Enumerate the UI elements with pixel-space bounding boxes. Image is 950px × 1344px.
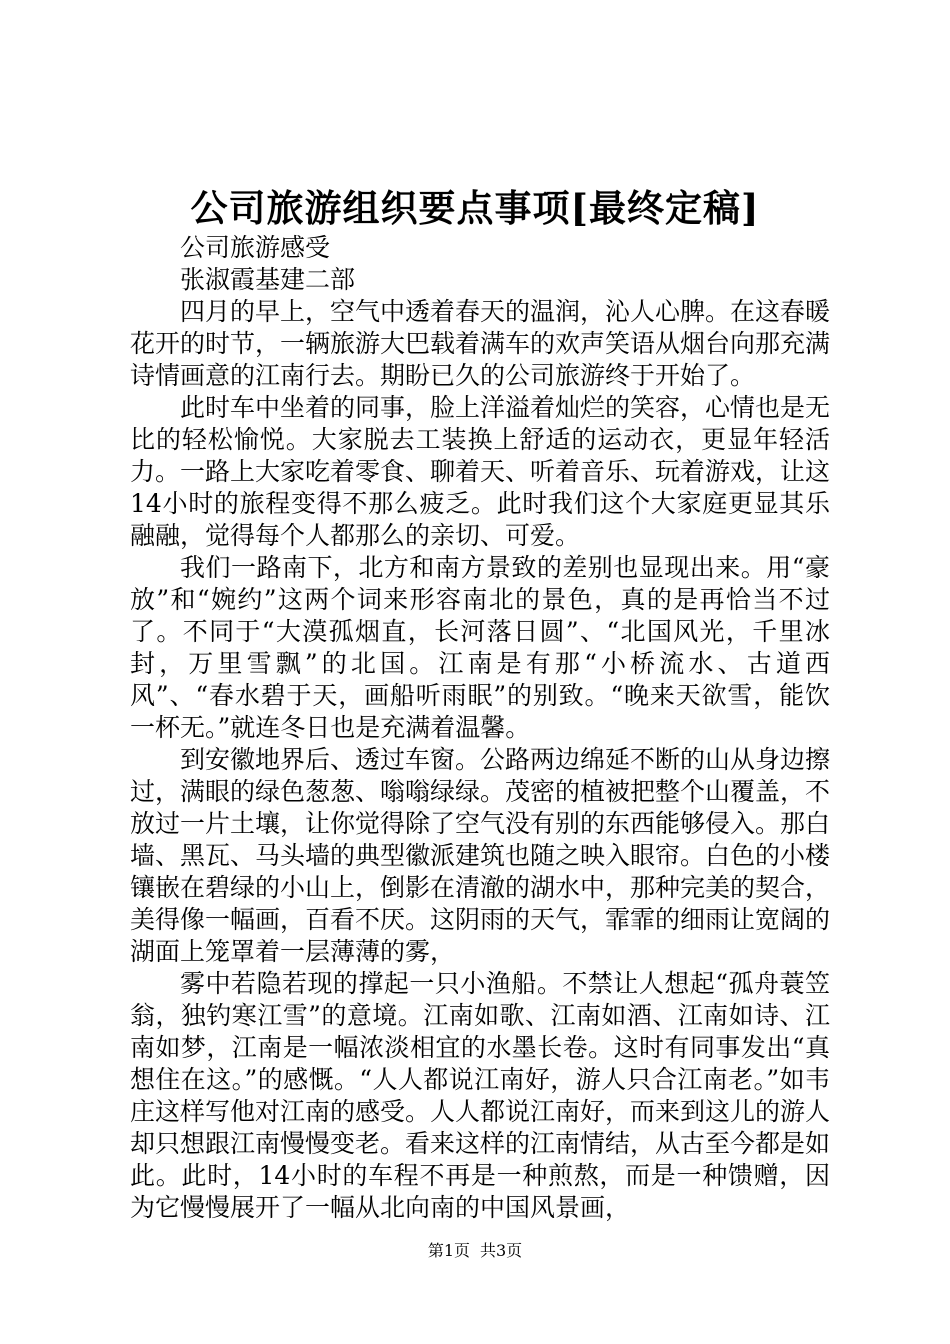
page-footer xyxy=(0,1240,950,1262)
page-total: 共3页 xyxy=(480,1241,523,1260)
paragraph: 到安徽地界后、透过车窗。公路两边绵延不断的山从身边擦过，满眼的绿色葱葱、嗡嗡绿绿。茂密的植被把整个山覆盖，不放过一片土壤，让你觉得除了空气没有别的东西能够侵入。那白墙、黑瓦、马头墙的典型徽派建筑也随之映入眼帘。白色的小楼镶嵌在碧绿的小山上，倒影在清澈的湖水中，那种完美的契合，美得像一幅画，百看不厌。这阴雨的天气，霏霏的细雨让宽阔的湖面上笼罩着一层薄薄的雾， xyxy=(130,745,831,966)
subtitle-line: 公司旅游感受 xyxy=(180,233,331,262)
document-title: 公司旅游组织要点事项[最终定稿] xyxy=(190,186,760,230)
document-body xyxy=(130,232,830,1224)
page-number: 第1页 xyxy=(427,1241,470,1260)
paragraph: 雾中若隐若现的撑起一只小渔船。不禁让人想起“孤舟蓑笠翁，独钓寒江雪”的意境。江南如歌、江南如酒、江南如诗、江南如梦，江南是一幅浓淡相宜的水墨长卷。这时有同事发出“真想住在这。”的感慨。“人人都说江南好，游人只合江南老。”如韦庄这样写他对江南的感受。人人都说江南好，而来到这儿的游人却只想跟江南慢慢变老。看来这样的江南情结，从古至今都是如此。此时，14小时的车程不再是一种煎熬，而是一种馈赠，因为它慢慢展开了一幅从北向南的中国风景画， xyxy=(130,969,831,1222)
paragraph: 四月的早上，空气中透着春天的温润，沁人心脾。在这春暖花开的时节，一辆旅游大巴载着满车的欢声笑语从烟台向那充满诗情画意的江南行去。期盼已久的公司旅游终于开始了。 xyxy=(130,297,831,390)
author-line: 张淑霞基建二部 xyxy=(180,265,356,294)
paragraph: 此时车中坐着的同事，脸上洋溢着灿烂的笑容，心情也是无比的轻松愉悦。大家脱去工装换上舒适的运动衣，更显年轻活力。一路上大家吃着零食、聊着天、听着音乐、玩着游戏，让这14小时的旅程变得不那么疲乏。此时我们这个大家庭更显其乐融融，觉得每个人都那么的亲切、可爱。 xyxy=(130,393,831,550)
paragraph: 我们一路南下，北方和南方景致的差别也显现出来。用“豪放”和“婉约”这两个词来形容南北的景色，真的是再恰当不过了。不同于“大漠孤烟直，长河落日圆”、“北国风光，千里冰封，万里雪飘”的北国。江南是有那“小桥流水、古道西风”、“春水碧于天，画船听雨眠”的别致。“晚来天欲雪，能饮一杯无。”就连冬日也是充满着温馨。 xyxy=(130,553,830,742)
